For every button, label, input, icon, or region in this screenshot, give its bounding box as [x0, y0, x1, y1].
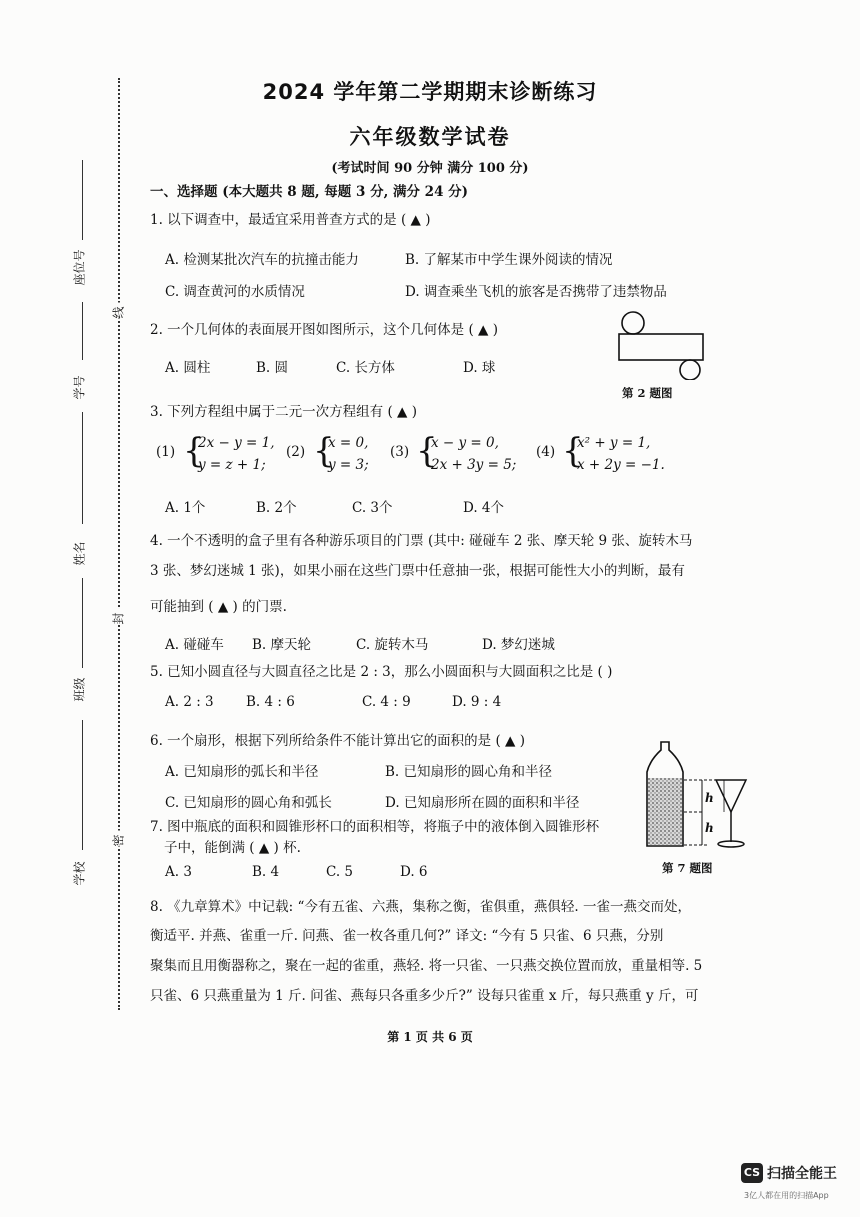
q4-option-d: D. 梦幻迷城 — [482, 637, 555, 653]
q4-option-b: B. 摩天轮 — [252, 637, 312, 653]
q2-bottom-circle — [680, 360, 700, 380]
q3-system2-label: (2) — [286, 444, 306, 460]
class-underline — [82, 578, 83, 668]
q2-rectangle — [619, 334, 703, 360]
q7-line2: 子中，能倒满 ( ▲ ) 杯. — [164, 840, 301, 856]
q3-option-d: D. 4个 — [463, 500, 505, 516]
q3-system4-brace: { — [562, 431, 584, 471]
q7-option-b: B. 4 — [252, 864, 280, 880]
q3-option-a: A. 1个 — [165, 500, 206, 516]
q4-line1: 4. 一个不透明的盒子里有各种游乐项目的门票 (其中: 碰碰车 2 张、摩天轮 9 张、旋转木马 — [150, 533, 693, 549]
q5-stem: 5. 已知小圆直径与大圆直径之比是 2 : 3，那么小圆面积与大圆面积之比是 ( ) — [150, 664, 613, 680]
q6-option-a: A. 已知扇形的弧长和半径 — [165, 764, 319, 780]
q6-option-b: B. 已知扇形的圆心角和半径 — [385, 764, 553, 780]
name-label: 姓名 — [72, 541, 87, 566]
q1-option-b: B. 了解某市中学生课外阅读的情况 — [405, 252, 613, 268]
bottle-liquid — [648, 778, 682, 845]
student-no-underline — [82, 302, 83, 360]
q3-system4-label: (4) — [536, 444, 556, 460]
q3-system1-line2: y = z + 1; — [198, 457, 266, 473]
cone-cup-outline — [716, 780, 746, 812]
scanner-tagline: 3亿人都在用的扫描App — [744, 1191, 829, 1200]
q3-system4-line1: x² + y = 1, — [577, 435, 651, 451]
q3-stem: 3. 下列方程组中属于二元一次方程组有 ( ▲ ) — [150, 404, 417, 420]
q7-figure-caption: 第 7 题图 — [662, 861, 713, 875]
dense-char: 密 — [110, 831, 127, 847]
q2-top-circle — [622, 312, 644, 334]
q6-option-d: D. 已知扇形所在圆的面积和半径 — [385, 795, 580, 811]
q8-line2: 衡适平. 并燕、雀重一斤. 问燕、雀一枚各重几何?” 译文: “今有 5 只雀、6 只燕，分别 — [150, 928, 664, 944]
q3-system3-brace: { — [416, 431, 438, 471]
q5-option-d: D. 9 : 4 — [452, 694, 502, 710]
q8-line1: 8. 《九章算术》中记载: “今有五雀、六燕，集称之衡，雀俱重，燕俱轻. 一雀一燕交而处， — [150, 899, 691, 915]
q2-stem: 2. 一个几何体的表面展开图如图所示，这个几何体是 ( ▲ ) — [150, 322, 498, 338]
q3-system2-line1: x = 0, — [328, 435, 369, 451]
q2-option-c: C. 长方体 — [336, 360, 395, 376]
q4-line2: 3 张、梦幻迷城 1 张)，如果小丽在这些门票中任意抽一张，根据可能性大小的判断，最有 — [150, 563, 685, 579]
q7-option-d: D. 6 — [400, 864, 428, 880]
q3-system4-line2: x + 2y = −1. — [577, 457, 665, 473]
q2-option-a: A. 圆柱 — [165, 360, 211, 376]
seal-char: 封 — [110, 609, 127, 625]
q2-option-b: B. 圆 — [256, 360, 289, 376]
q3-option-b: B. 2个 — [256, 500, 297, 516]
binding-dotted-line — [118, 78, 120, 1010]
q1-option-a: A. 检测某批次汽车的抗撞击能力 — [165, 252, 359, 268]
scanner-logo-icon: CS — [741, 1163, 763, 1183]
q3-system3-label: (3) — [390, 444, 410, 460]
q5-option-c: C. 4 : 9 — [362, 694, 411, 710]
q3-system2-brace: { — [313, 431, 335, 471]
q1-option-d: D. 调查乘坐飞机的旅客是否携带了违禁物品 — [405, 284, 667, 300]
q3-system1-line1: 2x − y = 1, — [198, 435, 275, 451]
q7-h-label-top: h — [705, 791, 714, 805]
q4-option-c: C. 旋转木马 — [356, 637, 429, 653]
exam-title: 2024 学年第二学期期末诊断练习 — [262, 80, 598, 104]
line-char: 线 — [110, 303, 127, 319]
q7-option-c: C. 5 — [326, 864, 354, 880]
q5-option-b: B. 4 : 6 — [246, 694, 295, 710]
exam-subtitle: 六年级数学试卷 — [349, 125, 511, 149]
q5-option-a: A. 2 : 3 — [165, 694, 214, 710]
school-label: 学校 — [72, 861, 87, 886]
q7-h-label-bottom: h — [705, 821, 714, 835]
q3-system1-label: (1) — [156, 444, 176, 460]
q3-system2-line2: y = 3; — [328, 457, 369, 473]
section1-heading: 一、选择题 (本大题共 8 题, 每题 3 分, 满分 24 分) — [150, 184, 469, 200]
q4-option-a: A. 碰碰车 — [165, 637, 224, 653]
q6-option-c: C. 已知扇形的圆心角和弧长 — [165, 795, 332, 811]
exam-info: (考试时间 90 分钟 满分 100 分) — [331, 161, 529, 176]
q7-line1: 7. 图中瓶底的面积和圆锥形杯口的面积相等，将瓶子中的液体倒入圆锥形杯 — [150, 819, 600, 835]
q3-option-c: C. 3个 — [352, 500, 393, 516]
seat-label: 座位号 — [72, 249, 87, 286]
student-no-label: 学号 — [72, 375, 87, 400]
q2-option-d: D. 球 — [463, 360, 496, 376]
q3-system3-line2: 2x + 3y = 5; — [431, 457, 517, 473]
q8-line3: 聚集而且用衡器称之，聚在一起的雀重，燕轻. 将一只雀、一只燕交换位置而放，重量相等. 5 — [150, 958, 703, 974]
q2-figure-caption: 第 2 题图 — [622, 386, 673, 400]
q2-net-figure — [612, 308, 712, 380]
q7-option-a: A. 3 — [165, 864, 192, 880]
q4-line3: 可能抽到 ( ▲ ) 的门票. — [150, 599, 287, 615]
q1-option-c: C. 调查黄河的水质情况 — [165, 284, 305, 300]
q3-system1-brace: { — [183, 431, 205, 471]
q3-system3-line1: x − y = 0, — [431, 435, 499, 451]
name-underline — [82, 412, 83, 524]
school-underline — [82, 720, 83, 850]
scanner-brand: 扫描全能王 — [767, 1166, 837, 1182]
class-label: 班级 — [72, 677, 87, 702]
q6-stem: 6. 一个扇形，根据下列所给条件不能计算出它的面积的是 ( ▲ ) — [150, 733, 525, 749]
q1-stem: 1. 以下调查中，最适宜采用普查方式的是 ( ▲ ) — [150, 212, 431, 228]
q8-line4: 只雀、6 只燕重量为 1 斤. 问雀、燕每只各重多少斤?” 设每只雀重 x 斤，每只燕重 y 斤，可 — [150, 988, 699, 1004]
page-number: 第 1 页 共 6 页 — [387, 1030, 473, 1044]
